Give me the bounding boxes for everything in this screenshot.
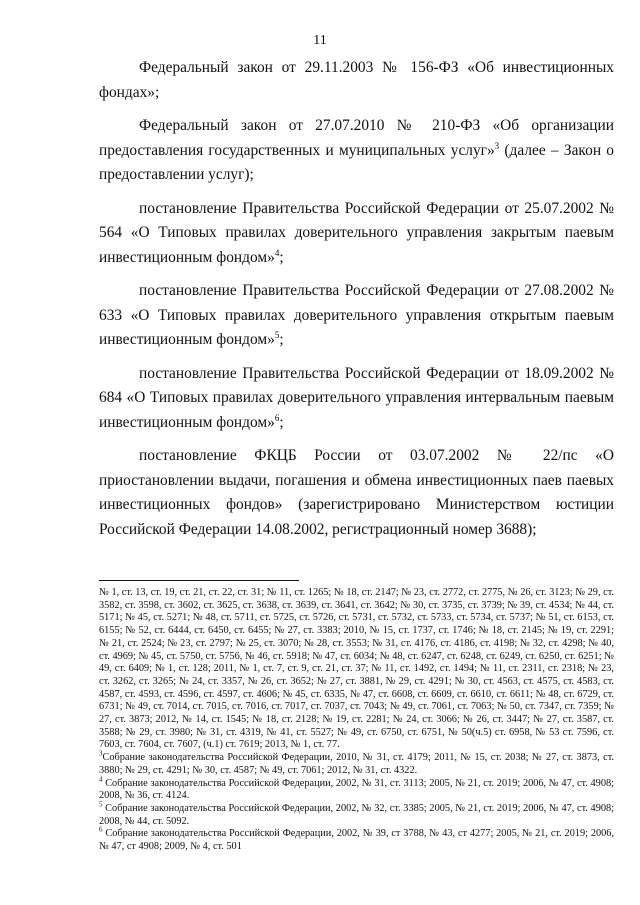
footnote-6: $^6$ Собрание законодательства Российской Федерации, 2002, № 39, ст 3788, № 43, ст 4277; 2005, № 21, ст. 2019; 2006, № 47, ст 4908; 2009, № 4, ст. 501 — [99, 825, 615, 853]
footnote-number: 4 — [99, 775, 103, 784]
footnote-number: 3 — [99, 749, 103, 758]
footnote-divider — [99, 580, 299, 581]
main-text — [99, 56, 614, 551]
footnote-3: $^3$Собрание законодательства Российской Федерации, 2010, № 31, ст. 4179; 2011, № 15, ст. 2038; № 27, ст. 3873, ст. 3880; № 29, ст. 4291; № 30, ст. 4587; № 49, ст. 7061; 2012, № 31, ст. 4322. — [99, 749, 614, 776]
paragraph-resolution-564: постановление Правительства Российской Федерации от 25.07.2002 № 564 «О Типовых правилах доверительного управления закрытым паевым инвестиционным фондом»$^4$; — [99, 199, 614, 266]
footnote-ref: 3 — [494, 140, 500, 151]
paragraph-fkcb-22: постановление ФКЦБ России от 03.07.2002 № 22/пс «О приостановлении выдачи, погашения и обмена инвестиционных паев паевых инвестиционных фондов» (зарегистрировано Министерством юстиции Российской Федерации 14.08.2002, регистрационный номер 3688); — [99, 447, 614, 538]
paragraph-law-210: Федеральный закон от 27.07.2010 № 210-ФЗ «Об организации предоставления государственных и муниципальных услуг»$^3$ (далее – Закон о предоставлении услуг); — [99, 117, 614, 183]
paragraph-resolution-633: постановление Правительства Российской Федерации от 27.08.2002 № 633 «О Типовых правилах доверительного управления открытым паевым инвестиционным фондом»$^5$; — [99, 282, 614, 348]
footnote-ref: 6 — [274, 412, 280, 423]
footnote-ref: 4 — [274, 247, 280, 258]
footnote-number: 6 — [99, 825, 103, 834]
page-number: 11 — [313, 33, 327, 48]
footnote-number: 5 — [99, 800, 103, 809]
footnote-4: $^4$ Собрание законодательства Российской Федерации, 2002, № 31, ст. 3113; 2005, № 21, ст. 2019; 2006, № 47, ст. 4908; 2008, № 36, ст. 4124. — [99, 775, 614, 802]
paragraph-law-156: Федеральный закон от 29.11.2003 № 156-ФЗ «Об инвестиционных фондах»; — [99, 59, 614, 101]
footnotes — [99, 587, 614, 854]
footnote-ref: 5 — [274, 329, 280, 340]
footnote-5: $^5$ Собрание законодательства Российской Федерации, 2002, № 32, ст. 3385; 2005, № 21, ст. 2019; 2006, № 47, ст. 4908; 2008, № 44, ст. 5092. — [99, 800, 614, 827]
footnote-continuation: № 1, ст. 13, ст. 19, ст. 21, ст. 22, ст. 31; № 11, ст. 1265; № 18, ст. 2147; № 23, ст. 2772, ст. 2775, № 26, ст. 3123; № 29, ст. 3582, ст. 3598, ст. 3602, ст. 3625, ст. 3638, ст. 3639, ст. 3641, ст. 3642; № 30, ст. 3735, ст. 3739; № 39, ст. 4534; № 44, ст. 5171; № 45, ст. 5271; № 48, ст. 5711, ст. 5725, ст. 5726, ст. 5731, ст. 5732, ст. 5733, ст. 5734, ст. 5737; № 51, ст. 6153, ст. 6155; № 52, ст. 6444, ст. 6450, ст. 6455; № 27, ст. 3383; 2010, № 15, ст. 1737, ст. 1746; № 18, ст. 2145; № 19, ст. 2291; № 21, ст. 2524; № 23, ст. 2797; № 25, ст. 3070; № 28, ст. 3553; № 31, ст. 4176, ст. 4186, ст. 4198; № 32, ст. 4298; № 40, ст. 4969; № 45, ст. 5750, ст. 5756, № 46, ст. 5918; № 47, ст. 6034; № 48, ст. 6247, ст. 6248, ст. 6249, ст. 6250, ст. 6251; № 49, ст. 6409; № 1, ст. 128; 2011, № 1, ст. 7, ст. 9, ст. 21, ст. 37; № 11, ст. 1492, ст. 1494; № 11, ст. 2311, ст. 2318; № 23, ст. 3262, ст. 3265; № 24, ст. 3357, № 26, ст. 3652; № 27, ст. 3881, № 29, ст. 4291; № 30, ст. 4563, ст. 4575, ст. 4583, ст. 4587, ст. 4593, ст. 4596, ст. 4597, ст. 4606; № 45, ст. 6335, № 47, ст. 6608, ст. 6609, ст. 6610, ст. 6611; № 48, ст. 6729, ст. 6731; № 49, ст. 7014, ст. 7015, ст. 7016, ст. 7017, ст. 7037, ст. 7043; № 49, ст. 7061, ст. 7063; № 50, ст. 7347, ст. 7359; № 27, ст. 3873; 2012, № 14, ст. 1545; № 18, ст. 2128; № 19, ст. 2281; № 24, ст. 3066; № 26, ст. 3447; № 27, ст. 3587, ст. 3588; № 29, ст. 3980; № 31, ст. 4319, № 41, ст. 5527; № 49, ст. 6750, ст. 6751, № 50(ч.5) ст. 6958, № 53 ст. 7596, ст. 7603, ст. 7604, ст. 7607, (ч.1) ст. 7619; 2013, № 1, ст. 77. — [99, 587, 614, 751]
paragraph-resolution-684: постановление Правительства Российской Федерации от 18.09.2002 № 684 «О Типовых правилах доверительного управления интервальным паевым инвестиционным фондом»$^6$; — [99, 364, 614, 431]
